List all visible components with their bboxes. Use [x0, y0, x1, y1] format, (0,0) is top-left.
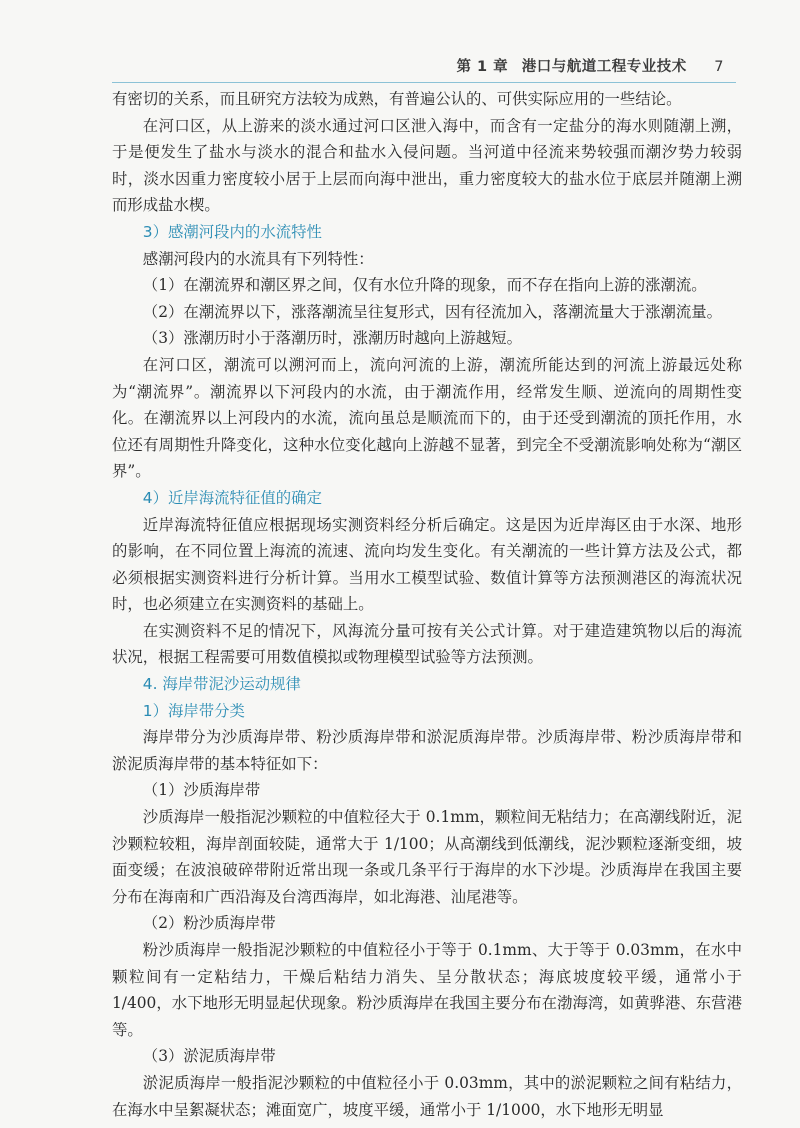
paragraph: 感潮河段内的水流具有下列特性：: [142, 249, 374, 268]
running-header: [456, 55, 724, 76]
page-body: [112, 86, 742, 1123]
paragraph: 粉沙质海岸一般指泥沙颗粒的中值粒径小于等于 0.1mm、大于等于 0.03mm，在水中颗粒间有一定粘结力，干燥后粘结力消失、呈分散状态；海底坡度较平缓，通常小于 1/400，水下地形无明显起伏现象。粉沙质海岸在我国主要分布在渤海湾，如黄骅港、东营港等。: [112, 941, 742, 1039]
paragraph: 有密切的关系，而且研究方法较为成熟，有普遍公认的、可供实际应用的一些结论。: [112, 90, 682, 108]
page-header: [0, 0, 800, 90]
list-item: （2）在潮流界以下，涨落潮流呈往复形式，因有径流加入，落潮流量大于涨潮流量。: [142, 302, 723, 321]
section-heading: 4. 海岸带泥沙运动规律: [142, 675, 301, 694]
list-item: （3）涨潮历时小于落潮历时，涨潮历时越向上游越短。: [142, 329, 522, 348]
chapter-title: 港口与航道工程专业技术: [521, 59, 687, 75]
paragraph: 沙质海岸一般指泥沙颗粒的中值粒径大于 0.1mm，颗粒间无粘结力；在高潮线附近，泥沙颗粒较粗，海岸剖面较陡，通常大于 1/100；从高潮线到低潮线，泥沙颗粒逐渐变细，坡面变缓；在波浪破碎带附近常出现一条或几条平行于海岸的水下沙堤。沙质海岸在我国主要分布在海南和广西沿海及台湾西海岸，如北海港、汕尾港等。: [112, 808, 742, 906]
paragraph: 海岸带分为沙质海岸带、粉沙质海岸带和淤泥质海岸带。沙质海岸带、粉沙质海岸带和淤泥质海岸带的基本特征如下：: [112, 728, 742, 773]
page-number: 7: [714, 59, 724, 75]
item-title: （2）粉沙质海岸带: [142, 914, 276, 933]
paragraph: 在实测资料不足的情况下，风海流分量可按有关公式计算。对于建造建筑物以后的海流状况，根据工程需要可用数值模拟或物理模型试验等方法预测。: [112, 621, 742, 667]
subsection-heading: 1）海岸带分类: [142, 701, 245, 720]
paragraph: 在河口区，潮流可以溯河而上，流向河流的上游，潮流所能达到的河流上游最远处称为“潮流界”。潮流界以下河段内的水流，由于潮流作用，经常发生顺、逆流向的周期性变化。在潮流界以上河段内的水流，流向虽总是顺流而下的，由于还受到潮流的顶托作用，水位还有周期性升降变化，这种水位变化越向上游越不显著，到完全不受潮流影响处称为“潮区界”。: [112, 355, 742, 481]
item-title: （1）沙质海岸带: [142, 781, 261, 800]
chapter-number: 第 1 章: [456, 59, 509, 75]
paragraph: 在河口区，从上游来的淡水通过河口区泄入海中，而含有一定盐分的海水则随潮上溯，于是便发生了盐水与淡水的混合和盐水入侵问题。当河道中径流来势较强而潮汐势力较弱时，淡水因重力密度较小居于上层而向海中泄出，重力密度较大的盐水位于底层并随潮上溯而形成盐水楔。: [112, 116, 742, 215]
item-title: （3）淤泥质海岸带: [142, 1047, 276, 1066]
list-item: （1）在潮流界和潮区界之间，仅有水位升降的现象，而不存在指向上游的涨潮流。: [142, 276, 707, 295]
header-rule: [112, 82, 736, 83]
paragraph: 近岸海流特征值应根据现场实测资料经分析后确定。这是因为近岸海区由于水深、地形的影响，在不同位置上海流的流速、流向均发生变化。有关潮流的一些计算方法及公式，都必须根据实测资料进行分析计算。当用水工模型试验、数值计算等方法预测港区的海流状况时，也必须建立在实测资料的基础上。: [112, 515, 742, 614]
subsection-heading: 3）感潮河段内的水流特性: [142, 222, 322, 241]
paragraph: 淤泥质海岸一般指泥沙颗粒的中值粒径小于 0.03mm，其中的淤泥颗粒之间有粘结力，在海水中呈絮凝状态；滩面宽广，坡度平缓，通常小于 1/1000，水下地形无明显: [112, 1073, 742, 1119]
subsection-heading: 4）近岸海流特征值的确定: [142, 488, 322, 507]
